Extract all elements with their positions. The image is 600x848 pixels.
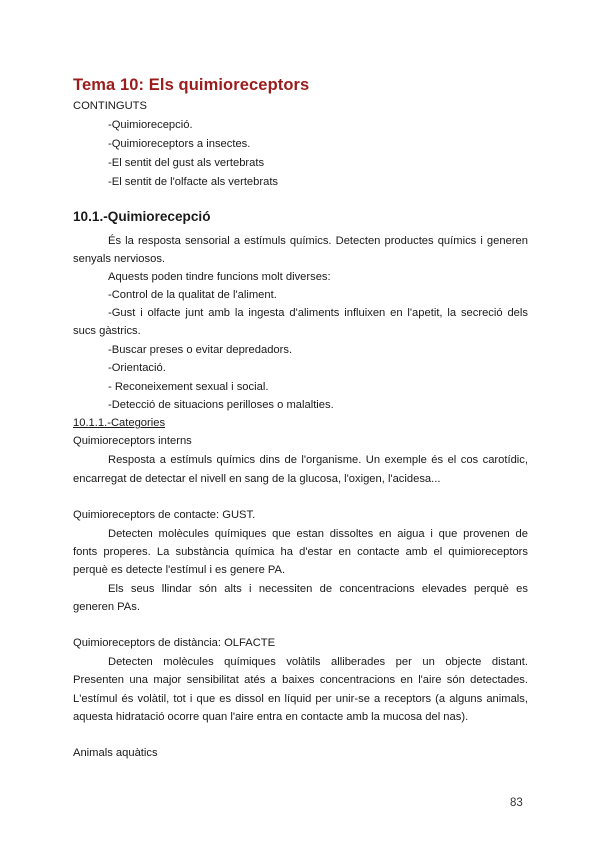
category-heading: Animals aquàtics [73, 747, 158, 759]
list-item: -Control de la qualitat de l'aliment. [108, 289, 277, 301]
paragraph-line: generen PAs. [73, 601, 140, 613]
paragraph-line: Aquests poden tindre funcions molt diverses: [108, 271, 331, 283]
contents-item: -Quimiorecepció. [108, 119, 193, 131]
category-heading: Quimioreceptors de contacte: GUST. [73, 509, 256, 521]
category-heading: Quimioreceptors interns [73, 435, 192, 447]
list-item: -Gust i olfacte junt amb la ingesta d'aliments influixen en l'apetit, la secreció dels [108, 307, 528, 319]
paragraph-line: Resposta a estímuls químics dins de l'organisme. Un exemple és el cos carotídic, [108, 454, 528, 466]
page-title: Tema 10: Els quimioreceptors [73, 76, 310, 94]
paragraph-line: Detecten molècules químiques volàtils alliberades per un objecte distant. [108, 656, 528, 668]
paragraph-line: És la resposta sensorial a estímuls químics. Detecten productes químics i generen [108, 235, 528, 247]
paragraph-line: Els seus llindar són alts i necessiten de concentracions elevades perquè es [108, 583, 528, 595]
list-item: -Orientació. [108, 362, 166, 374]
contents-item: -El sentit del gust als vertebrats [108, 157, 265, 169]
paragraph-line: Presenten una major sensibilitat atés a baixes concentracions en l'aire són detectades. [73, 674, 528, 686]
paragraph-line: fonts properes. La substància química ha d'estar en contacte amb el quimioreceptors [73, 546, 528, 558]
paragraph-line: encarregat de detectar el nivell en sang de la glucosa, l'oxigen, l'acidesa... [73, 473, 441, 485]
paragraph-line: senyals nerviosos. [73, 253, 166, 265]
contents-heading: CONTINGUTS [73, 100, 147, 112]
list-item: - Reconeixement sexual i social. [108, 381, 269, 393]
section-heading: 10.1.-Quimiorecepció [73, 209, 211, 224]
list-item: -Detecció de situacions perilloses o malalties. [108, 399, 334, 411]
paragraph-line: Detecten molècules químiques que estan dissoltes en aigua i que provenen de [108, 528, 528, 540]
category-heading: Quimioreceptors de distància: OLFACTE [73, 637, 276, 649]
list-item-continuation: sucs gàstrics. [73, 325, 141, 337]
page-number: 83 [510, 797, 523, 809]
paragraph-line: L'estímul és volàtil, tot i que es dissol en líquid per unir-se a receptors (a alguns animals, [73, 693, 528, 705]
contents-item: -Quimioreceptors a insectes. [108, 138, 251, 150]
subsection-heading: 10.1.1.-Categories [73, 417, 166, 429]
paragraph-line: aquesta hidratació ocorre quan l'aire entra en contacte amb la mucosa del nas). [73, 711, 469, 723]
paragraph-line: perquè es detecte l'estímul i es genere PA. [73, 564, 286, 576]
contents-item: -El sentit de l'olfacte als vertebrats [108, 176, 279, 188]
list-item: -Buscar preses o evitar depredadors. [108, 344, 293, 356]
